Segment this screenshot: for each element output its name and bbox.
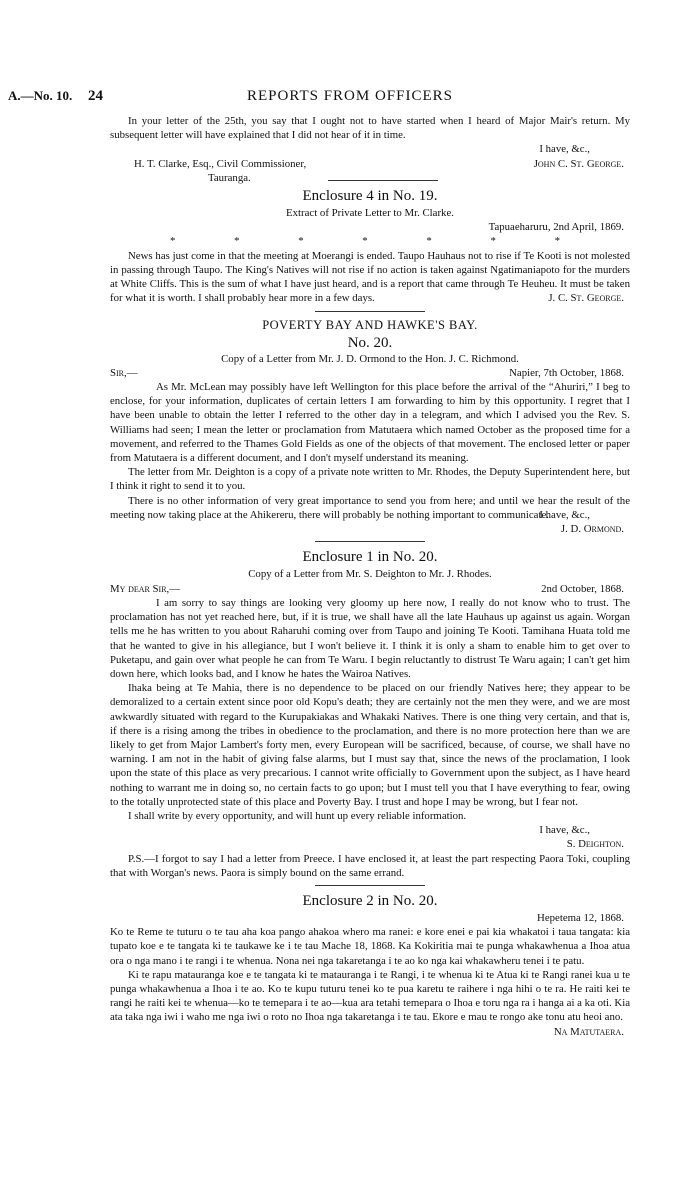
section-closing: I have, &c., (539, 509, 590, 522)
enclosure-1-signature: S. Deighton. (566, 838, 624, 851)
section-paragraph: There is no other information of very great importance to send you from here; and until we hear the result of the meeting now taking place at the Ahikereru, there will probably be nothing important to communicate. (110, 494, 630, 521)
letter-closing: I have, &c., (539, 143, 590, 156)
section-subheading: Copy of a Letter from Mr. J. D. Ormond to the Hon. J. C. Richmond. (221, 352, 519, 365)
star: * (362, 235, 368, 248)
page-header (8, 88, 692, 108)
section-paragraph: As Mr. McLean may possibly have left Wellington for this place before the arrival of the “Ahuriri,” I beg to enclose, for your information, duplicates of certain letters I am forwarding to him by this opportunity. I regret that I have been unable to obtain the letter I referred to the other day in a telegram, and which I advised you the Rev. S. Williams had seen; I mean the letter or proclamation from Matutaera which named October as the proposed time for a movement, and referred to the Thames Gold Fields as one of the objects of that movement. The enclosed letter or paper from Matutaera is a different document, and I don't myself understand its meaning. (110, 381, 630, 465)
enclosure-1-salutation-row (110, 582, 630, 596)
page-content (110, 114, 630, 1039)
letter-place-row (110, 171, 630, 185)
page-number: 24 (88, 88, 103, 104)
section-dateline: Napier, 7th October, 1868. (509, 366, 624, 379)
document-reference: A.—No. 10. (8, 88, 73, 103)
letter-paragraph: In your letter of the 25th, you say that I ought not to have started when I heard of Major Mair's return. My subsequent letter will have explained that I did not hear of it in time. (110, 115, 630, 142)
enclosure-1-subheading: Copy of a Letter from Mr. S. Deighton to Mr. J. Rhodes. (248, 568, 492, 581)
section-salutation: Sir,— (110, 366, 138, 379)
letter-addressee: H. T. Clarke, Esq., Civil Commissioner, (134, 157, 307, 170)
enclosure-4-signature: J. C. St. George. (548, 292, 624, 305)
star: * (554, 235, 560, 248)
star: * (490, 235, 496, 248)
enclosure-1-closing: I have, &c., (539, 824, 590, 837)
star: * (234, 235, 240, 248)
section-title: POVERTY BAY AND HAWKE'S BAY. (262, 317, 478, 332)
enclosure-4-heading: Enclosure 4 in No. 19. (302, 188, 438, 205)
enclosure-1-salutation: My dear Sir,— (110, 582, 181, 595)
divider (315, 311, 425, 312)
enclosure-4-dateline: Tapuaeharuru, 2nd April, 1869. (488, 221, 624, 234)
divider (315, 541, 425, 542)
running-title: REPORTS FROM OFFICERS (247, 88, 453, 104)
enclosure-1-dateline: 2nd October, 1868. (541, 582, 624, 595)
star: * (426, 235, 432, 248)
enclosure-1-heading: Enclosure 1 in No. 20. (302, 549, 438, 566)
divider (315, 885, 425, 886)
letter-addressee-row (110, 157, 630, 171)
star: * (170, 235, 176, 248)
enclosure-1-paragraph: Ihaka being at Te Mahia, there is no dependence to be placed on our friendly Natives here; they appear to be demoralized to a certain extent since poor old Kopu's death; they are certainly not the men they were, and we are most awkwardly situated with regard to the Kurupakiakas and Whakaki Natives. There is one thing very certain, and that is, if there is a rising among the tribes in obedience to the proclamation, and there is no more protection here than we are likely to get from Major Lambert's forty men, every European will be sacrificed, because, of course, we shall have no warning. I am not in the habit of giving false alarms, but I must say that, since the news of the proclamation, I look upon the state of this place as very precarious. I cannot write officially to Government upon the subject, as I have heard nothing to warrant me in doing so, no certain facts to go upon; but I must tell you that I have everything to fear, owing to the totally unprotected state of this place and Poverty Bay. I trust and hope I may be wrong, but I fear not. (110, 682, 630, 808)
enclosure-2-heading: Enclosure 2 in No. 20. (302, 892, 438, 909)
section-signature: J. D. Ormond. (560, 523, 624, 536)
enclosure-1-paragraph: I am sorry to say things are looking very gloomy up here now, I really do not know who to trust. The proclamation has not yet reached here, but, if it is true, we shall have all the late Hauhaus up against us again. Worgan tells me he has written to you about Raharuhi coming over from Taupo and joining Te Kooti. Tamihana Huata told me that he wanted to give in his allegiance, but I won't believe it. I think it is only a sham to enable him to get over to Puketapu, and gain over what people he can from Te Waru. I begin reluctantly to distrust Te Waru again; I can't get him down here, which looks bad, and I know he hates the Wairoa Natives. (110, 596, 630, 680)
enclosure-2-paragraph: Ko te Reme te tuturu o te tau aha koa pango ahakoa whero ma ranei: e kore enei e pai kia whakatoi i taua tangata: kia tupato koe e te tangata ki te taukawe ke i te tau Mache 18, 1868. Ka Kokiritia mai te punga whakawhenua a Ihoa atua ora o nga mano i te rangi i te whenua. Nona nei nga takaretanga i te ao ko nga kai whakawheru tenei i te patu. (110, 926, 630, 967)
divider (328, 180, 438, 181)
enclosure-2-dateline: Hepetema 12, 1868. (537, 911, 624, 924)
enclosure-2-signature: Na Matutaera. (553, 1025, 624, 1038)
section-number: No. 20. (347, 334, 393, 351)
section-salutation-row (110, 366, 630, 380)
enclosure-4-subheading: Extract of Private Letter to Mr. Clarke. (286, 207, 454, 220)
star: * (298, 235, 304, 248)
enclosure-2-paragraph: Ki te rapu matauranga koe e te tangata ki te matauranga i te Rangi, i te whenua ki te Atua ki te Rangi ranei kua u te punga whakawhenua a Ihoa i te ao. Ko te kupu tuturu tenei ko te pua karetu te raihere i nga hihi o te ra. He raiti kei te rangi he raiti kei te whenua—ko te temepara i te ao—kua ara tetahi temepara o Ihoa e toru nga ra i hanga ai a ka oti. Kia ata taka nga iwi i waho me nga iwi o roto no Ihoa nga takaretanga i te tau. Ekore e mau te rongo ake tonu atu heoi ano. (110, 968, 630, 1024)
enclosure-1-postscript: P.S.—I forgot to say I had a letter from Preece. I have enclosed it, at least the part respecting Paora Toki, coupling that with Worgan's news. Paora is simply bound on the same errand. (110, 852, 630, 879)
letter-signature: John C. St. George. (533, 157, 624, 170)
letter-place: Tauranga. (208, 171, 251, 184)
ellipsis-stars (110, 234, 630, 248)
section-paragraph: The letter from Mr. Deighton is a copy of a private note written to Mr. Rhodes, the Deputy Superintendent here, but I think it right to send it to you. (110, 466, 630, 493)
enclosure-4-paragraph: News has just come in that the meeting at Moerangi is ended. Taupo Hauhaus not to rise if Te Kooti is not molested in passing through Taupo. The King's Natives will not rise if no action is taken against Ngatimaniapoto for the murders at White Cliffs. This is the sum of what I have just heard, and is a report that came through Te Heuheu. It must be taken for what it is worth. I shall probably hear more in a few days. (110, 249, 630, 305)
enclosure-1-paragraph: I shall write by every opportunity, and will hunt up every reliable information. (128, 809, 467, 822)
